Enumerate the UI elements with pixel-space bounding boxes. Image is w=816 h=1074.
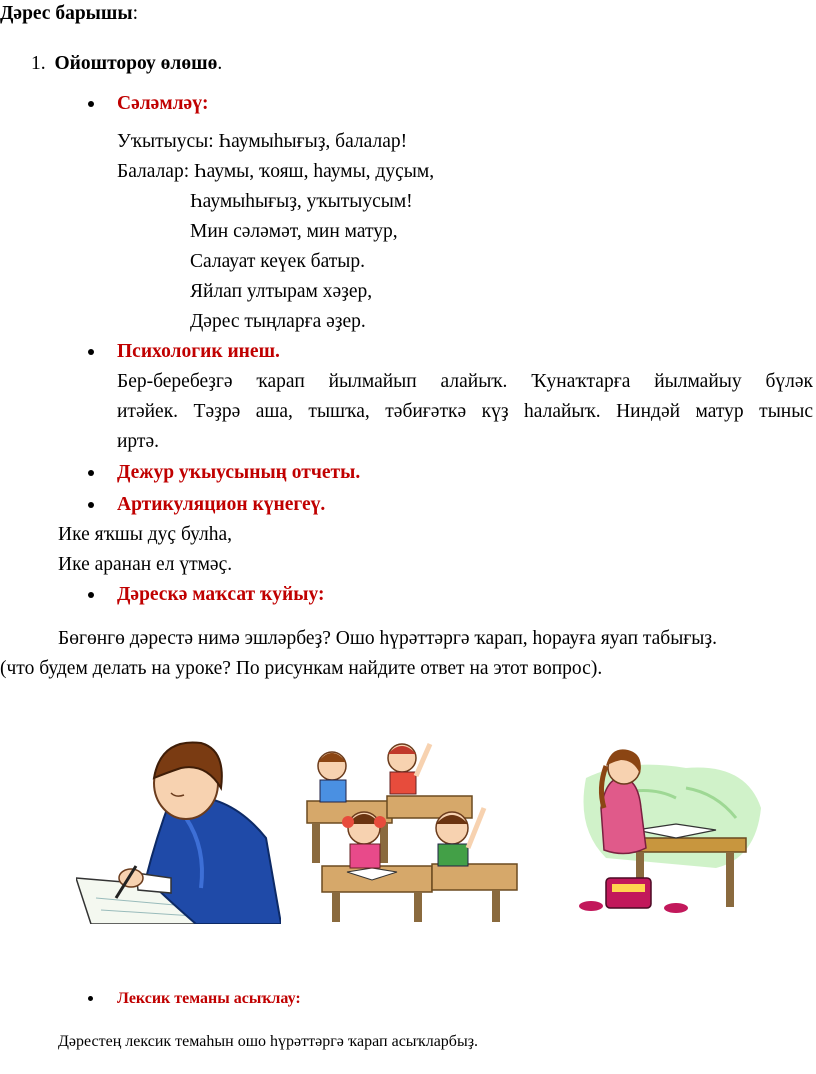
step-1-heading — [31, 52, 222, 76]
bullet-icon — [88, 502, 94, 508]
psych-line: итәйек. Тәҙрә аша, тышҡа, тәбиғәткә күҙ һалайыҡ. Ниндәй матур тыныс — [117, 401, 813, 422]
step-1-dot: . — [217, 53, 223, 74]
step-1-number: 1. — [31, 53, 46, 74]
artic-line: Ике яҡшы дуҫ булһа, — [58, 524, 233, 545]
bullet-icon — [88, 349, 94, 355]
psych-line: иртә. — [117, 431, 159, 452]
bullet-icon — [88, 470, 94, 476]
artic-title: Артикуляцион күнегеү. — [117, 494, 326, 515]
psych-title: Психологик инеш. — [117, 341, 280, 362]
verse-line: Салауат кеүек батыр. — [190, 251, 365, 272]
lesson-heading-title: Дәрес барышы — [0, 3, 133, 24]
verse-line: Һаумыһығыҙ, уҡытыусым! — [190, 191, 413, 212]
psych-line: Бер-беребеҙгә ҡарап йылмайып алайыҡ. Ҡунаҡтарға йылмайыу бүләк — [117, 371, 813, 392]
goal-question: Бөгөнгө дәрестә нимә эшләрбеҙ? Ошо һүрәттәргә ҡарап, һорауға яуап табығыҙ. — [58, 628, 717, 649]
classroom-children-illustration — [292, 736, 522, 922]
lexical-title: Лексик теманы асыҡлау: — [117, 990, 301, 1007]
lesson-heading — [0, 2, 138, 26]
verse-line: Яйлап ултырам хәҙер, — [190, 281, 373, 302]
step-1-title: Ойоштороу өлөшө — [54, 53, 218, 74]
goal-title: Дәрескә маҡсат ҡуйыу: — [117, 584, 325, 605]
bullet-icon — [88, 101, 94, 107]
bullet-icon — [88, 592, 94, 598]
writing-boy-illustration — [76, 738, 281, 924]
bullet-icon — [88, 996, 93, 1001]
lexical-text: Дәрестең лексик темаһын ошо һүрәттәргә ҡарап асыҡларбыҙ. — [58, 1033, 479, 1050]
greeting-title: Сәләмләү: — [117, 93, 209, 114]
greeting-teacher-line: Уҡытыусы: Һаумыһығыҙ, балалар! — [117, 131, 408, 152]
artic-line: Ике аранан ел үтмәҫ. — [58, 554, 233, 575]
reading-girl-illustration — [566, 738, 766, 914]
verse-line: Мин сәләмәт, мин матур, — [190, 221, 398, 242]
verse-line: Дәрес тыңларға әҙер. — [190, 311, 366, 332]
goal-translation: (что будем делать на уроке? По рисункам найдите ответ на этот вопрос). — [0, 658, 603, 679]
lesson-heading-colon: : — [132, 3, 139, 24]
greeting-children-line: Балалар: Һаумы, ҡояш, һаумы, дуҫым, — [117, 161, 435, 182]
duty-title: Дежур уҡыусының отчеты. — [117, 462, 361, 483]
